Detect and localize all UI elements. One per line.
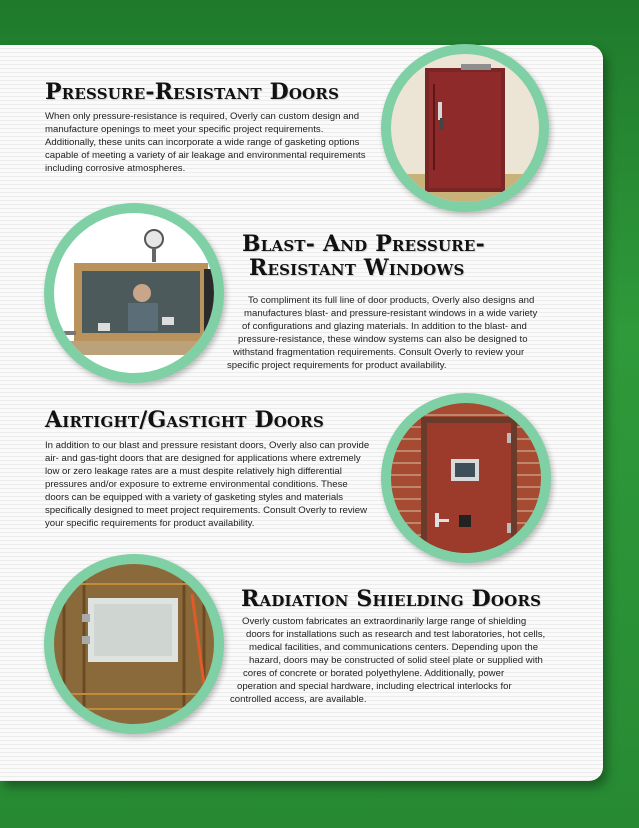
heading-pressure-resistant-doors: Pressure-Resistant Doors xyxy=(45,79,340,105)
text-radiation-line2: doors for installations such as research and test laboratories, hot cells, xyxy=(246,629,546,640)
airtight-door-photo xyxy=(391,403,541,553)
text-radiation-line4: hazard, doors may be constructed of solid steel plate or supplied with xyxy=(249,655,543,666)
heading-blast-windows-line2: Resistant Windows xyxy=(249,255,465,281)
text-airtight-doors: In addition to our blast and pressure resistant doors, Overly also can provide air- and gas-tight doors that are designed for applications where extremely low or zero leakage rates are a must despite relatively high differential pressures and/or exposure to extreme environmental conditions. These doors can be equipped with a variety of gasketing styles and materials specifically designed to meet project requirements. Consult Overly to review your specific requirements for product availability. xyxy=(45,440,370,529)
pressure-door-photo xyxy=(391,54,539,202)
photo-circle-airtight-door xyxy=(381,393,551,563)
blast-window-photo xyxy=(54,213,214,373)
text-blast-windows-line1: To compliment its full line of door products, Overly also designs and xyxy=(248,295,535,306)
text-radiation-line6: operation and special hardware, including electrical interlocks for xyxy=(237,681,512,692)
photo-circle-radiation-door xyxy=(44,554,224,734)
heading-radiation-doors: Radiation Shielding Doors xyxy=(241,586,542,612)
photo-circle-pressure-door xyxy=(381,44,549,212)
text-radiation-line7: controlled access, are available. xyxy=(230,694,367,705)
text-radiation-line3: medical facilities, and communications centers. Depending upon the xyxy=(249,642,539,653)
text-radiation-line5: cores of concrete or borated polyethylene. Additionally, power xyxy=(243,668,505,679)
text-pressure-resistant-doors: When only pressure-resistance is required, Overly can custom design and manufacture openings to meet your specific project requirements. Additionally, these units can incorporate a wide range of gasketing options capable of meeting a variety of air leakage and environmental requirements including corrosive atmospheres. xyxy=(45,111,366,174)
text-radiation-line1: Overly custom fabricates an extraordinarily large range of shielding xyxy=(242,616,527,627)
text-blast-windows-line6: specific project requirements for product availability. xyxy=(227,360,447,371)
photo-circle-blast-window xyxy=(44,203,224,383)
text-blast-windows-line3: of configurations and glazing materials. In addition to the blast- and xyxy=(242,321,527,332)
text-blast-windows-line4: pressure-resistance, these window systems can also be designed to xyxy=(238,334,528,345)
heading-airtight-doors: Airtight/Gastight Doors xyxy=(45,407,324,433)
heading-blast-windows-line1: Blast- And Pressure- xyxy=(242,231,485,257)
text-blast-windows-line2: manufactures blast- and pressure-resistant windows in a wide variety xyxy=(244,308,538,319)
text-blast-windows-line5: withstand fragmentation requirements. Consult Overly to review your xyxy=(233,347,525,358)
radiation-door-photo xyxy=(54,564,214,724)
